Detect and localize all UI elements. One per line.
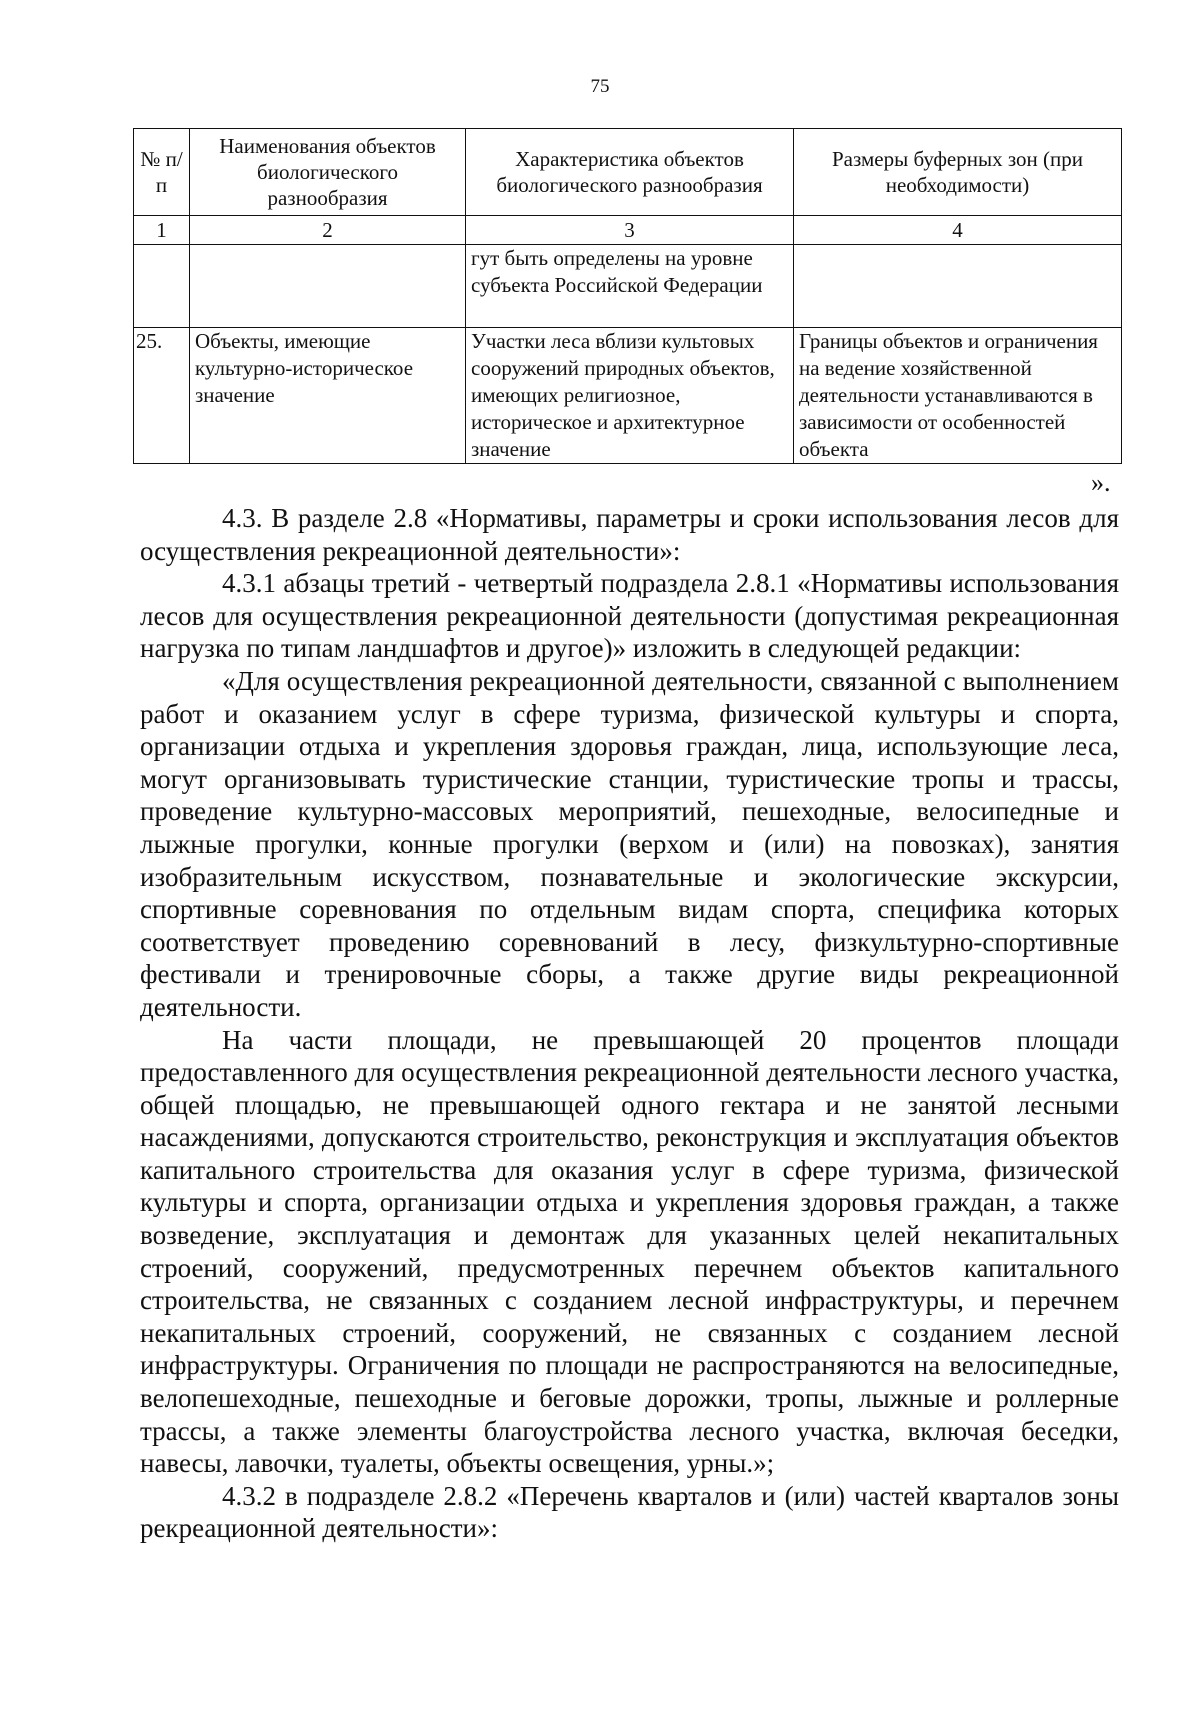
column-number-row	[134, 216, 1122, 245]
body-text	[140, 502, 1119, 1545]
header-name: Наименования объектов биологического разнообразия	[190, 129, 466, 216]
paragraph-quoted-recreation: «Для осуществления рекреационной деятельности, связанной с выполнением работ и оказанием услуг в сфере туризма, физической культуры и спорта, организации отдыха и укрепления здоровья граждан, лица, использующие леса, могут организовывать туристические станции, туристические тропы и трассы, проведение культурно-массовых мероприятий, пешеходные, велосипедные и лыжные прогулки, конные прогулки (верхом и (или) на повозках), занятия изобразительным искусством, познавательные и экологические экскурсии, спортивные соревнования по отдельным видам спорта, специфика которых соответствует проведению соревнований в лесу, физкультурно-спортивные фестивали и тренировочные сборы, а также другие виды рекреационной деятельности.	[140, 665, 1119, 1022]
table-row	[134, 328, 1122, 464]
biodiversity-table	[133, 128, 1122, 464]
row-characteristic: Участки леса вблизи культовых сооружений природных объектов, имеющих религиозное, историческое и архитектурное значение	[466, 328, 794, 464]
paragraph-4-3-1: 4.3.1 абзацы третий - четвертый подраздела 2.8.1 «Нормативы использования лесов для осуществления рекреационной деятельности (допустимая рекреационная нагрузка по типам ландшафтов и другое)» изложить в следующей редакции:	[140, 568, 1119, 664]
header-buffer: Размеры буферных зон (при необходимости)	[794, 129, 1122, 216]
row-buffer	[794, 245, 1122, 328]
row-name: Объекты, имеющие культурно-историческое значение	[190, 328, 466, 464]
page-number: 75	[590, 76, 610, 97]
column-number: 2	[190, 216, 466, 245]
closing-quote: ».	[1091, 468, 1111, 497]
column-number: 3	[466, 216, 794, 245]
table-row	[134, 245, 1122, 328]
row-num	[134, 245, 190, 328]
row-name	[190, 245, 466, 328]
paragraph-4-3: 4.3. В разделе 2.8 «Нормативы, параметры и сроки использования лесов для осуществления рекреационной деятельности»:	[140, 503, 1119, 566]
paragraph-4-3-2: 4.3.2 в подразделе 2.8.2 «Перечень кварталов и (или) частей кварталов зоны рекреационной деятельности»:	[140, 1480, 1119, 1544]
header-num: № п/п	[134, 129, 190, 216]
row-num: 25.	[134, 328, 190, 464]
table-header-row	[134, 129, 1122, 216]
paragraph-area-limits: На части площади, не превышающей 20 процентов площади предоставленного для осуществления рекреационной деятельности лесного участка, общей площадью, не превышающей одного гектара и не занятой лесными насаждениями, допускаются строительство, реконструкция и эксплуатация объектов капитального строительства для оказания услуг в сфере туризма, физической культуры и спорта, организации отдыха и укрепления здоровья граждан, а также возведение, эксплуатация и демонтаж для указанных целей некапитальных строений, сооружений, предусмотренных перечнем объектов капитального строительства, не связанных с созданием лесной инфраструктуры, и перечнем некапитальных строений, сооружений, не связанных с созданием лесной инфраструктуры. Ограничения по площади не распространяются на велосипедные, велопешеходные, пешеходные и беговые дорожки, тропы, лыжные и роллерные трассы, а также элементы благоустройства лесного участка, включая беседки, навесы, лавочки, туалеты, объекты освещения, урны.»;	[140, 1024, 1119, 1479]
row-characteristic: гут быть определены на уровне субъекта Российской Федерации	[466, 245, 794, 328]
row-buffer: Границы объектов и ограничения на ведение хозяйственной деятельности устанавливаются в зависимости от особенностей объекта	[794, 328, 1122, 464]
header-characteristic: Характеристика объектов биологического разнообразия	[466, 129, 794, 216]
column-number: 1	[134, 216, 190, 245]
column-number: 4	[794, 216, 1122, 245]
